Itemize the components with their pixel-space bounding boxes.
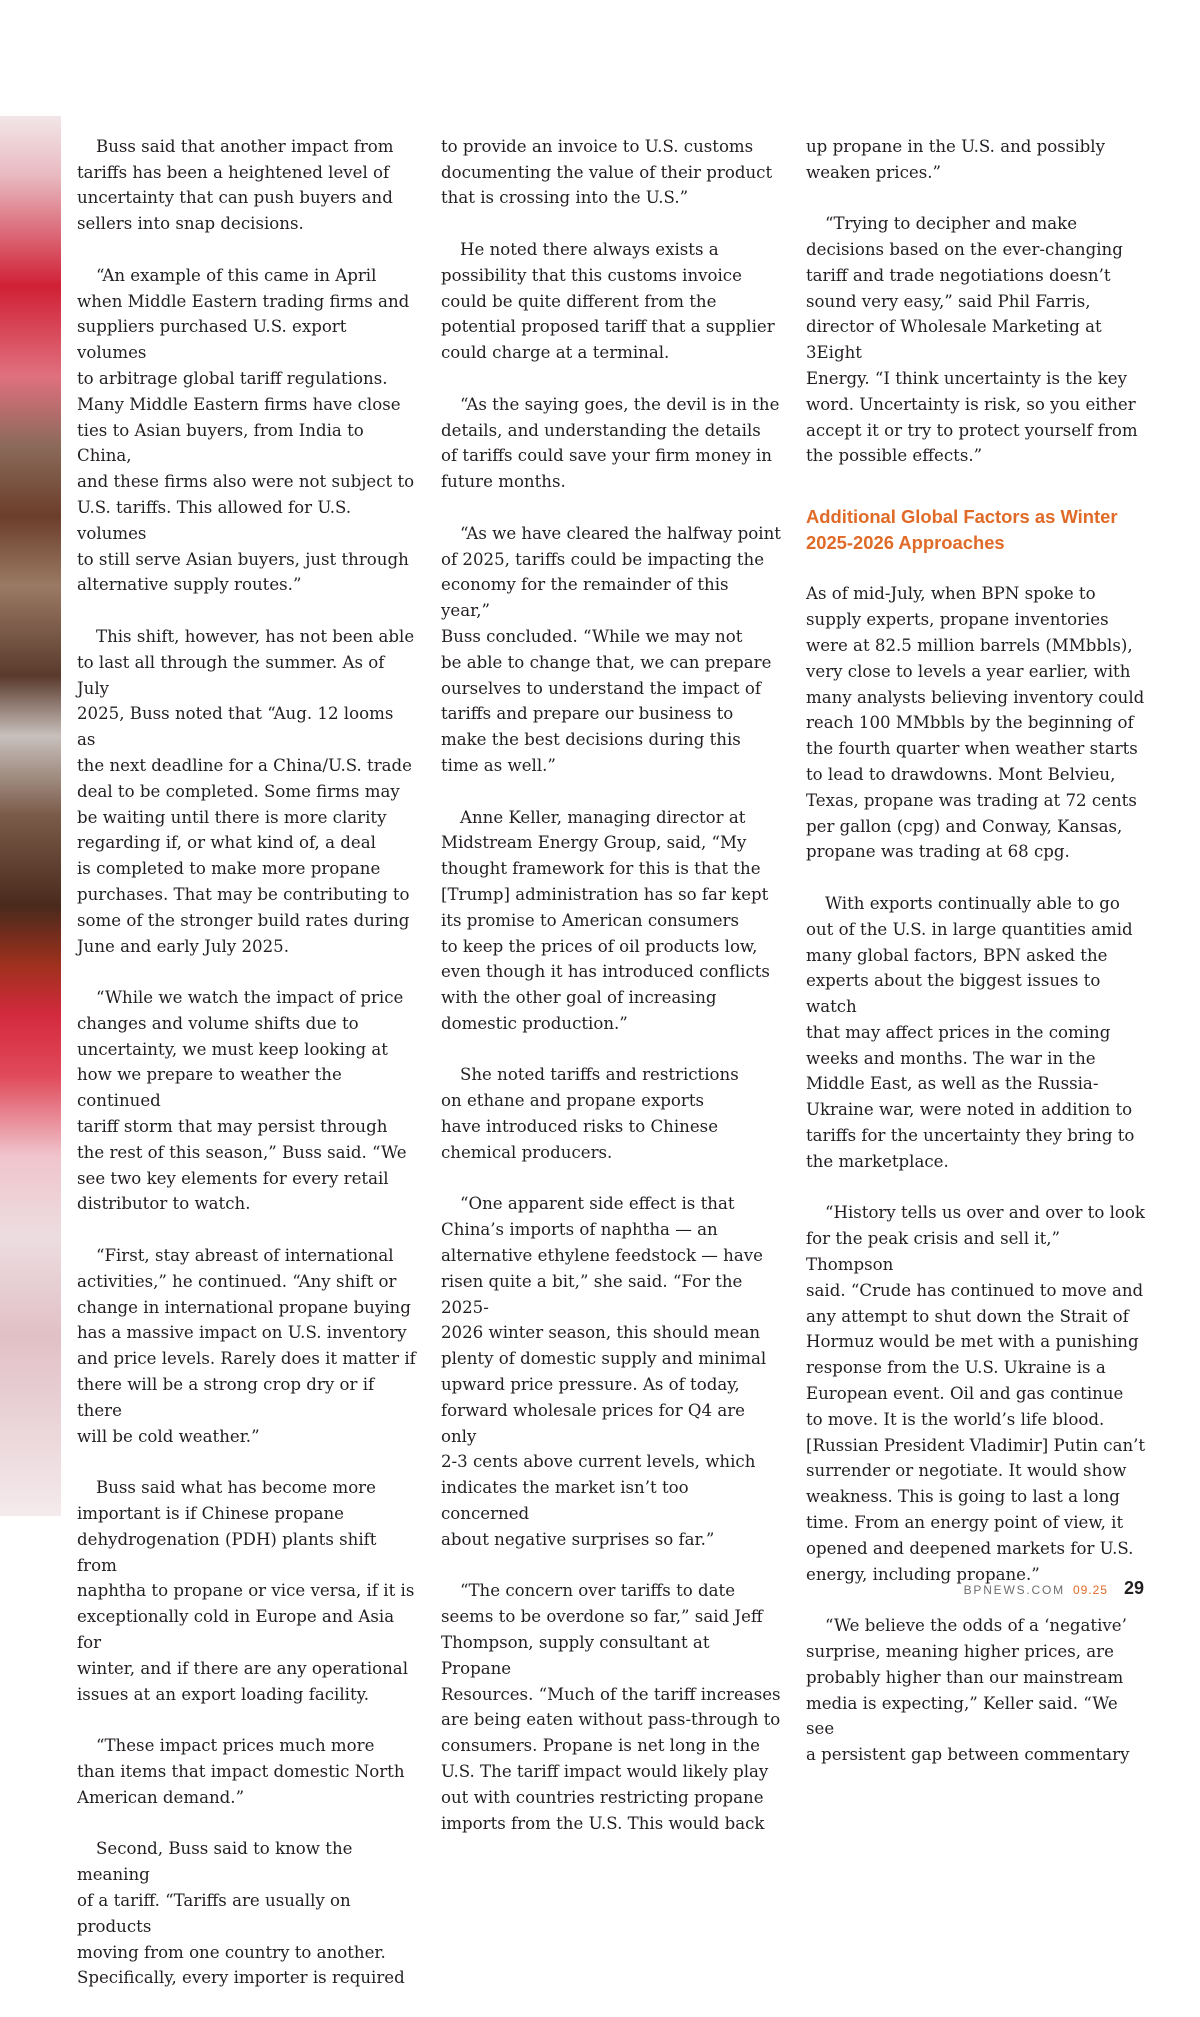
paragraph: “We believe the odds of a ‘negative’ surprise, meaning higher prices, are probably higher than our mainstream media is expecting,” Keller said. “We see a persistent gap between commentary <box>806 1616 1130 1765</box>
paragraph: “As the saying goes, the devil is in the details, and understanding the details of tariffs could save your firm money in future months. <box>441 394 780 492</box>
paragraph: This shift, however, has not been able to last all through the summer. As of July 2025, Buss noted that “Aug. 12 looms as the next deadline for a China/U.S. trade deal to be completed. Some firms may be waiting until there is more clarity regarding if, or what kind of, a deal is completed to make more propane purchases. That may be contributing to some of the stronger build rates during June and early July 2025. <box>77 626 415 956</box>
paragraph: As of mid-July, when BPN spoke to supply experts, propane inventories were at 82.5 million barrels (MMbbls), very close to levels a year earlier, with many analysts believing inventory could reach 100 MMbbls by the beginning of the fourth quarter when weather starts to lead to drawdowns. Mont Belvieu, Texas, propane was trading at 72 cents per gallon (cpg) and Conway, Kansas, propane was trading at 68 cpg. <box>806 584 1145 862</box>
paragraph: “An example of this came in April when Middle Eastern trading firms and suppliers purchased U.S. export volumes to arbitrage global tariff regulations. Many Middle Eastern firms have close ties to Asian buyers, from India to China, and these firms also were not subject to U.S. tariffs. This allowed for U.S. volumes to still serve Asian buyers, just through alternative supply routes.” <box>77 265 415 595</box>
paragraph: Second, Buss said to know the meaning of a tariff. “Tariffs are usually on products moving from one country to another. Specifically, every importer is required <box>77 1839 405 1988</box>
footer-site: BPNEWS.COM <box>963 1583 1065 1597</box>
paragraph: “History tells us over and over to look for the peak crisis and sell it,” Thompson said. “Crude has continued to move and any attempt to shut down the Strait of Hormuz would be met with a punishing response from the U.S. Ukraine is a European event. Oil and gas continue to move. It is the world’s life blood. [Russian President Vladimir] Putin can’t surrender or negotiate. It would show weakness. This is going to last a long time. From an energy point of view, it opened and deepened markets for U.S. energy, including propane.” <box>806 1203 1146 1584</box>
article-column-3 <box>806 108 1146 1794</box>
paragraph: “The concern over tariffs to date seems to be overdone so far,” said Jeff Thompson, supply consultant at Propane Resources. “Much of the tariff increases are being eaten without pass-through to consumers. Propane is net long in the U.S. The tariff impact would likely play out with countries restricting propane imports from the U.S. This would back <box>441 1581 781 1833</box>
article-column-1 <box>77 108 417 2017</box>
paragraph: She noted tariffs and restrictions on ethane and propane exports have introduced risks to Chinese chemical producers. <box>441 1065 739 1162</box>
paragraph: Buss said that another impact from tariffs has been a heightened level of uncertainty that can push buyers and sellers into snap decisions. <box>77 136 394 234</box>
paragraph: He noted there always exists a possibility that this customs invoice could be quite different from the potential proposed tariff that a supplier could charge at a terminal. <box>441 239 775 363</box>
article-column-2 <box>441 108 781 1862</box>
page-number: 29 <box>1123 1578 1144 1598</box>
paragraph: “One apparent side effect is that China’s imports of naphtha — an alternative ethylene feedstock — have risen quite a bit,” she said. “For the 2025- 2026 winter season, this should mean plenty of domestic supply and minimal upward price pressure. As of today, forward wholesale prices for Q4 are only 2-3 cents above current levels, which indicates the market isn’t too concerned about negative surprises so far.” <box>441 1194 767 1549</box>
paragraph: “Trying to decipher and make decisions based on the ever-changing tariff and trade negotiations doesn’t sound very easy,” said Phil Farris, director of Wholesale Marketing at 3Eight Energy. “I think uncertainty is the key word. Uncertainty is risk, so you either accept it or try to protect yourself from the possible effects.” <box>806 214 1138 466</box>
footer-issue: 09.25 <box>1072 1583 1108 1597</box>
paragraph-continued: to provide an invoice to U.S. customs documenting the value of their product that is crossing into the U.S.” <box>441 136 773 208</box>
paragraph: “While we watch the impact of price changes and volume shifts due to uncertainty, we must keep looking at how we prepare to weather the continued tariff storm that may persist through the rest of this season,” Buss said. “We see two key elements for every retail distributor to watch. <box>77 988 407 1214</box>
paragraph: “These impact prices much more than items that impact domestic North American demand.” <box>77 1736 405 1807</box>
paragraph-continued: up propane in the U.S. and possibly weaken prices.” <box>806 136 1105 182</box>
paragraph: “As we have cleared the halfway point of 2025, tariffs could be impacting the economy for the remainder of this year,” Buss concluded. “While we may not be able to change that, we can prepare ourselves to understand the impact of tariffs and prepare our business to make the best decisions during this time as well.” <box>441 523 781 775</box>
paragraph: “First, stay abreast of international activities,” he continued. “Any shift or change in international propane buying has a massive impact on U.S. inventory and price levels. Rarely does it matter if there will be a strong crop dry or if there will be cold weather.” <box>77 1246 416 1446</box>
paragraph: With exports continually able to go out of the U.S. in large quantities amid many global factors, BPN asked the experts about the biggest issues to watch that may affect prices in the coming weeks and months. The war in the Middle East, as well as the Russia- Ukraine war, were noted in addition to tariffs for the uncertainty they bring to the marketplace. <box>806 893 1135 1171</box>
page-footer <box>964 1578 1144 1604</box>
paragraph: Anne Keller, managing director at Midstream Energy Group, said, “My thought framework for this is that the [Trump] administration has so far kept its promise to American consumers to keep the prices of oil products low, even though it has introduced conflicts with the other goal of increasing domestic production.” <box>441 807 770 1033</box>
section-subhead: Additional Global Factors as Winter 2025-2026 Approaches <box>806 505 1118 553</box>
paragraph: Buss said what has become more important is if Chinese propane dehydrogenation (PDH) plants shift from naphtha to propane or vice versa, if it is exceptionally cold in Europe and Asia for winter, and if there are any operational issues at an export loading facility. <box>77 1478 415 1704</box>
side-photo-strip <box>0 116 61 1516</box>
